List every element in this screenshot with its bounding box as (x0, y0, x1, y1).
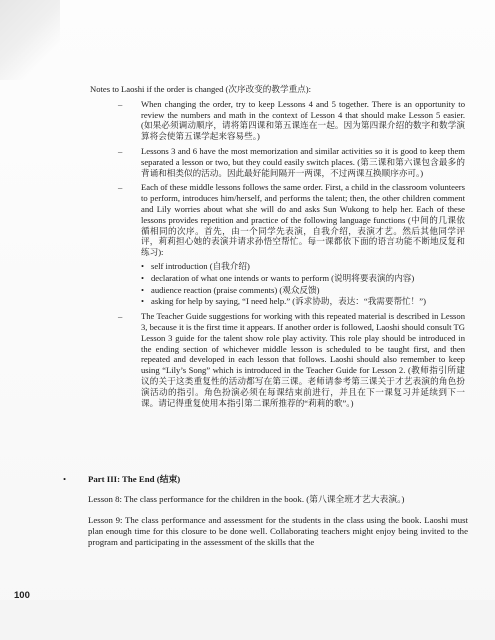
note-item-4 (90, 311, 465, 408)
note-text: Each of these middle lessons follows the same order. First, a child in the classroom volunteers to perform, introduces him/herself, and performs the talent; then, the other children comment and Lily worries about what she will do and asks Sun Wukong to help her. Each of these lessons provides repetition and practice of the following language functions (中间的几课依循相同的次序。首先，由一个同学先表演，自我介绍，表演才艺。然后其他同学评评，莉莉担心她的表演并请求孙悟空帮忙。每一课都依下面的语言功能不断地反复和练习): (141, 182, 465, 258)
dash-marker: – (118, 182, 123, 193)
section-heading (63, 474, 473, 485)
list-item-text: audience reaction (praise comments) (观众反馈) (151, 284, 320, 295)
page-curl-shadow (0, 0, 60, 80)
language-functions-list (141, 261, 465, 307)
bullet-marker: • (63, 474, 67, 484)
lesson-9-paragraph: Lesson 9: The class performance and assessment for the students in the class using the book. Laoshi must plan enough time for this closure to be done well. Collaborating teachers might enjoy being invited to the program and participating in the assessment of the skills that the (88, 515, 468, 547)
list-item (141, 285, 465, 296)
notes-heading: Notes to Laoshi if the order is changed (次序改变的教学重点): (90, 84, 312, 94)
note-text: The Teacher Guide suggestions for working with this repeated material is described in Lesson 3, because it is the first time it appears. If another order is followed, Laoshi should consult TG Lesson 3 guide for the talent show role play activity. This role play should be introduced in the ending section of whichever middle lesson is scheduled to be taught first, and then repeated and developed in each lesson that follows. Laoshi should also remember to keep using “Lily’s Song” which is introduced in the Teacher Guide for Lesson 2. (教师指引所建议的关于这类重复性的活动都写在第三课。老师请参考第三课关于才艺表演的角色扮演活动的指引。角色扮演必须在每课结束前进行，并且在下一课复习并延续到下一课。请记得重复使用本指引第二课所推荐的“莉莉的歌”。) (141, 311, 465, 408)
list-item-text: self introduction (自我介绍) (151, 260, 250, 271)
list-item (141, 261, 465, 272)
list-item-text: declaration of what one intends or wants to perform (说明将要表演的内容) (151, 272, 415, 283)
list-item-text: asking for help by saying, “I need help.” (诉求协助，表达：“我需要帮忙！”) (151, 296, 426, 307)
section-heading-text: Part III: The End (结束) (88, 474, 181, 484)
note-text: When changing the order, try to keep Lessons 4 and 5 together. There is an opportunity to review the numbers and math in the context of Lesson 4 that should make Lesson 5 easier. (如果必须调动顺序，请将第四课和第五课连在一起。因为第四课介绍的数字和数学演算将会使第五课学起来容易些。) (141, 98, 465, 142)
notes-section (90, 84, 465, 412)
list-item (141, 296, 465, 307)
dash-marker: – (118, 311, 123, 322)
bullet-marker: • (141, 296, 145, 307)
note-item-3 (90, 182, 465, 307)
list-item (141, 273, 465, 284)
bullet-marker: • (141, 272, 145, 283)
bullet-marker: • (141, 284, 145, 295)
page-number: 100 (14, 590, 30, 601)
bullet-marker: • (141, 260, 145, 271)
part-three-section (63, 474, 473, 558)
dash-marker: – (118, 98, 123, 109)
note-item-1 (90, 99, 465, 142)
page-footer-band (0, 600, 495, 640)
note-text: Lessons 3 and 6 have the most memorization and similar activities so it is good to keep them separated a lesson or two, but they could easily switch places. (第三课和第六课包含最多的背诵和相类似的活动。因此最好能间隔开一两课，不过两课互换顺序亦可。) (141, 145, 465, 178)
note-item-2 (90, 146, 465, 178)
lesson-8-paragraph: Lesson 8: The class performance for the children in the book. (第八课全班才艺大表演。) (88, 494, 405, 504)
dash-marker: – (118, 145, 123, 156)
